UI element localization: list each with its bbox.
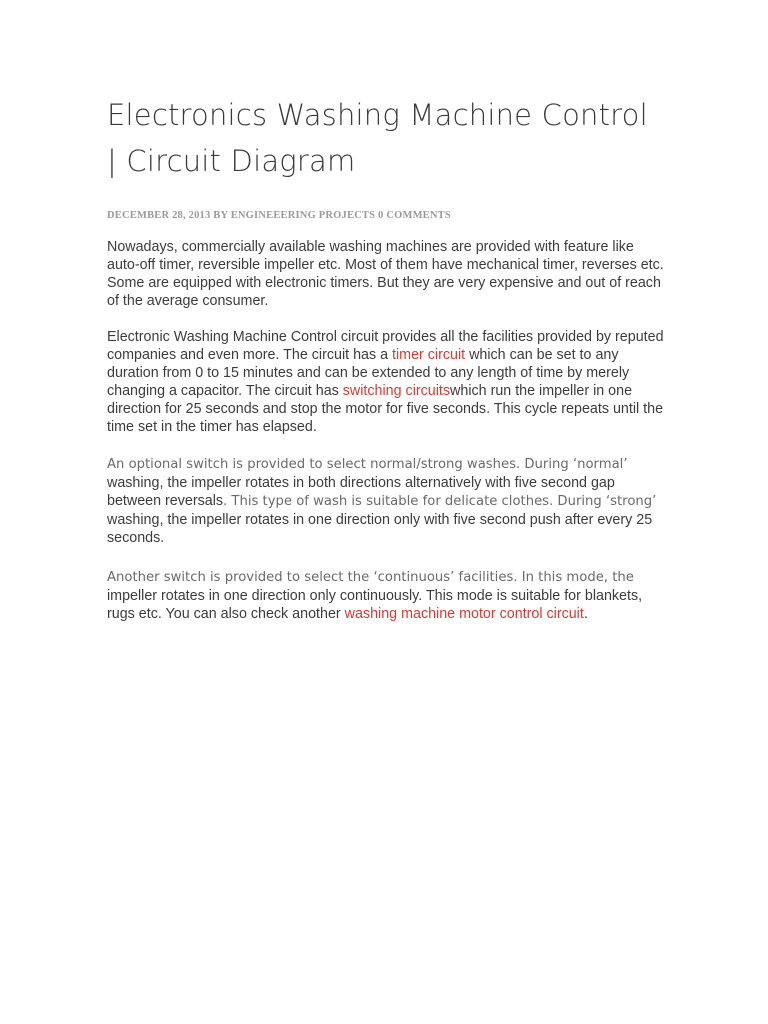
washing-machine-motor-control-link[interactable]: washing machine motor control circuit xyxy=(344,606,584,622)
paragraph-2-text-a: Electronic Washing Machine Control circuit provides all the facilities provided by reputed companies and even more. The circuit has a xyxy=(107,329,664,363)
paragraph-4-text-a: impeller rotates in one direction only continuously. This mode is suitable for blankets, rugs etc. You can also check another xyxy=(107,588,643,622)
paragraph-3-text-b: washing, the impeller rotates in one direction only with five second push after every 25 seconds. xyxy=(107,512,653,546)
paragraph-3 xyxy=(107,455,667,547)
paragraph-4-text-b: . xyxy=(583,606,588,622)
paragraph-3-text-a: washing, the impeller rotates in both directions alternatively with five second gap between reversals xyxy=(107,475,615,509)
timer-circuit-link[interactable]: timer circuit xyxy=(392,347,466,363)
paragraph-2-text-c: which run the impeller in one direction for 25 seconds and stop the motor for five seconds. This cycle repeats until the time set in the timer has elapsed. xyxy=(107,383,664,435)
article xyxy=(107,92,667,623)
paragraph-1: Nowadays, commercially available washing machines are provided with feature like auto-off timer, reversible impeller etc. Most of them have mechanical timer, reverses etc. Some are equipped with electronic timers. But they are very expensive and out of reach of the average consumer. xyxy=(107,239,664,309)
paragraph-4 xyxy=(107,568,667,623)
paragraph-2 xyxy=(107,328,667,436)
switching-circuits-link[interactable]: switching circuits xyxy=(342,383,451,399)
title-line-2: | Circuit Diagram xyxy=(107,144,356,178)
title-line-1: Electronics Washing Machine Control xyxy=(107,98,648,132)
paragraph-3-soft-b: . This type of wash is suitable for delicate clothes. During ‘strong’ xyxy=(223,494,657,509)
paragraph-2-text-b: which can be set to any duration from 0 to 15 minutes and can be extended to any length of time by merely changing a capacitor. The circuit has xyxy=(107,347,630,399)
article-meta: DECEMBER 28, 2013 BY ENGINEEERING PROJECTS 0 COMMENTS xyxy=(107,210,451,221)
paragraph-4-soft-a: Another switch is provided to select the ‘continuous’ facilities. In this mode, the xyxy=(107,570,634,585)
paragraph-3-soft-a: An optional switch is provided to select normal/strong washes. During ‘normal’ xyxy=(107,457,628,472)
article-title xyxy=(107,92,667,184)
